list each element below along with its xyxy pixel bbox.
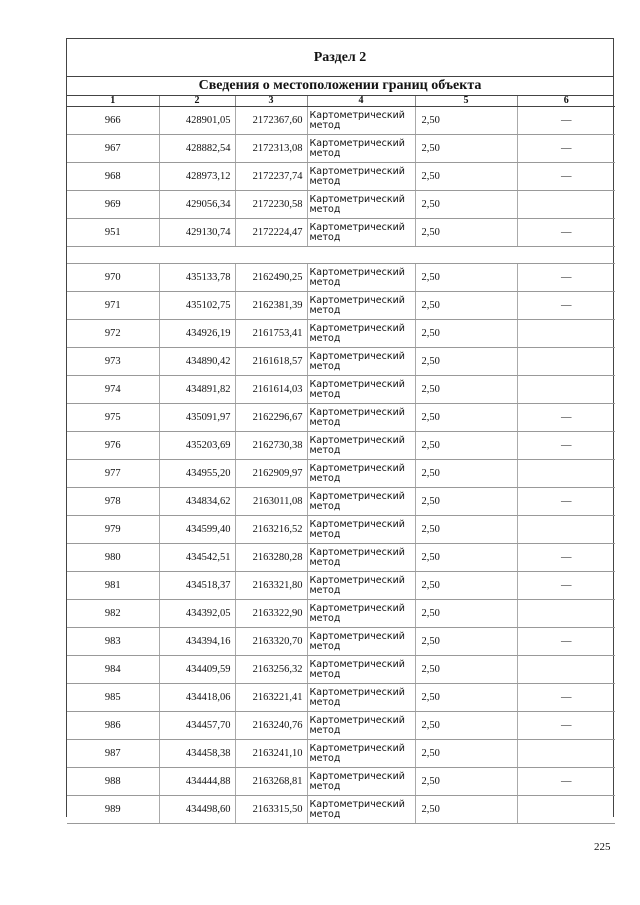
x-coordinate-cell: 434955,20 bbox=[159, 460, 235, 488]
x-coordinate-cell: 435203,69 bbox=[159, 432, 235, 460]
accuracy-cell: 2,50 bbox=[415, 572, 517, 600]
point-number-cell: 978 bbox=[67, 488, 159, 516]
accuracy-cell: 2,50 bbox=[415, 432, 517, 460]
table-row bbox=[67, 107, 615, 135]
point-number-cell: 979 bbox=[67, 516, 159, 544]
y-coordinate-cell: 2163221,41 bbox=[235, 684, 307, 712]
point-number-cell: 969 bbox=[67, 191, 159, 219]
x-coordinate-cell: 434392,05 bbox=[159, 600, 235, 628]
accuracy-cell: 2,50 bbox=[415, 135, 517, 163]
point-number-cell: 985 bbox=[67, 684, 159, 712]
note-cell: — bbox=[517, 264, 615, 292]
accuracy-cell: 2,50 bbox=[415, 544, 517, 572]
method-cell: Картометрический метод bbox=[307, 163, 415, 191]
y-coordinate-cell: 2163268,81 bbox=[235, 768, 307, 796]
point-number-cell: 983 bbox=[67, 628, 159, 656]
x-coordinate-cell: 428882,54 bbox=[159, 135, 235, 163]
point-number-cell: 977 bbox=[67, 460, 159, 488]
column-header: 4 bbox=[307, 96, 415, 107]
point-number-cell: 974 bbox=[67, 376, 159, 404]
point-number-cell: 988 bbox=[67, 768, 159, 796]
method-cell: Картометрический метод bbox=[307, 488, 415, 516]
x-coordinate-cell: 429056,34 bbox=[159, 191, 235, 219]
x-coordinate-cell: 429130,74 bbox=[159, 219, 235, 247]
method-cell: Картометрический метод bbox=[307, 264, 415, 292]
note-cell: — bbox=[517, 488, 615, 516]
point-number-cell: 986 bbox=[67, 712, 159, 740]
table-row bbox=[67, 432, 615, 460]
method-cell: Картометрический метод bbox=[307, 768, 415, 796]
y-coordinate-cell: 2172237,74 bbox=[235, 163, 307, 191]
table-row bbox=[67, 656, 615, 684]
column-header: 3 bbox=[235, 96, 307, 107]
point-number-cell: 972 bbox=[67, 320, 159, 348]
note-cell: — bbox=[517, 163, 615, 191]
y-coordinate-cell: 2163216,52 bbox=[235, 516, 307, 544]
point-number-cell: 967 bbox=[67, 135, 159, 163]
point-number-cell: 966 bbox=[67, 107, 159, 135]
table-row bbox=[67, 796, 615, 824]
method-cell: Картометрический метод bbox=[307, 292, 415, 320]
point-number-cell: 989 bbox=[67, 796, 159, 824]
table-row bbox=[67, 572, 615, 600]
y-coordinate-cell: 2163322,90 bbox=[235, 600, 307, 628]
column-header: 1 bbox=[67, 96, 159, 107]
y-coordinate-cell: 2162909,97 bbox=[235, 460, 307, 488]
note-cell bbox=[517, 740, 615, 768]
y-coordinate-cell: 2163320,70 bbox=[235, 628, 307, 656]
y-coordinate-cell: 2162490,25 bbox=[235, 264, 307, 292]
table-subtitle: Сведения о местоположении границ объекта bbox=[67, 77, 613, 96]
method-cell: Картометрический метод bbox=[307, 135, 415, 163]
table-body bbox=[67, 107, 615, 824]
x-coordinate-cell: 434418,06 bbox=[159, 684, 235, 712]
x-coordinate-cell: 434891,82 bbox=[159, 376, 235, 404]
column-header: 6 bbox=[517, 96, 615, 107]
point-number-cell: 984 bbox=[67, 656, 159, 684]
accuracy-cell: 2,50 bbox=[415, 796, 517, 824]
table-row bbox=[67, 135, 615, 163]
method-cell: Картометрический метод bbox=[307, 628, 415, 656]
x-coordinate-cell: 434498,60 bbox=[159, 796, 235, 824]
note-cell bbox=[517, 796, 615, 824]
accuracy-cell: 2,50 bbox=[415, 320, 517, 348]
table-row bbox=[67, 460, 615, 488]
table-row bbox=[67, 684, 615, 712]
note-cell: — bbox=[517, 219, 615, 247]
point-number-cell: 976 bbox=[67, 432, 159, 460]
x-coordinate-cell: 435133,78 bbox=[159, 264, 235, 292]
table-row bbox=[67, 191, 615, 219]
table-row bbox=[67, 219, 615, 247]
accuracy-cell: 2,50 bbox=[415, 348, 517, 376]
method-cell: Картометрический метод bbox=[307, 320, 415, 348]
point-number-cell: 971 bbox=[67, 292, 159, 320]
x-coordinate-cell: 428973,12 bbox=[159, 163, 235, 191]
y-coordinate-cell: 2172224,47 bbox=[235, 219, 307, 247]
accuracy-cell: 2,50 bbox=[415, 107, 517, 135]
table-row bbox=[67, 292, 615, 320]
note-cell: — bbox=[517, 107, 615, 135]
method-cell: Картометрический метод bbox=[307, 516, 415, 544]
x-coordinate-cell: 434444,88 bbox=[159, 768, 235, 796]
method-cell: Картометрический метод bbox=[307, 432, 415, 460]
note-cell bbox=[517, 376, 615, 404]
point-number-cell: 973 bbox=[67, 348, 159, 376]
note-cell: — bbox=[517, 768, 615, 796]
y-coordinate-cell: 2161618,57 bbox=[235, 348, 307, 376]
accuracy-cell: 2,50 bbox=[415, 684, 517, 712]
method-cell: Картометрический метод bbox=[307, 460, 415, 488]
method-cell: Картометрический метод bbox=[307, 219, 415, 247]
accuracy-cell: 2,50 bbox=[415, 656, 517, 684]
method-cell: Картометрический метод bbox=[307, 348, 415, 376]
method-cell: Картометрический метод bbox=[307, 404, 415, 432]
column-header: 2 bbox=[159, 96, 235, 107]
x-coordinate-cell: 434409,59 bbox=[159, 656, 235, 684]
accuracy-cell: 2,50 bbox=[415, 292, 517, 320]
point-number-cell: 980 bbox=[67, 544, 159, 572]
point-number-cell: 981 bbox=[67, 572, 159, 600]
table-row bbox=[67, 740, 615, 768]
y-coordinate-cell: 2163011,08 bbox=[235, 488, 307, 516]
note-cell: — bbox=[517, 432, 615, 460]
method-cell: Картометрический метод bbox=[307, 107, 415, 135]
y-coordinate-cell: 2162381,39 bbox=[235, 292, 307, 320]
method-cell: Картометрический метод bbox=[307, 572, 415, 600]
note-cell: — bbox=[517, 684, 615, 712]
note-cell: — bbox=[517, 544, 615, 572]
accuracy-cell: 2,50 bbox=[415, 628, 517, 656]
point-number-cell: 975 bbox=[67, 404, 159, 432]
point-number-cell: 982 bbox=[67, 600, 159, 628]
x-coordinate-cell: 434458,38 bbox=[159, 740, 235, 768]
table-row bbox=[67, 600, 615, 628]
x-coordinate-cell: 434542,51 bbox=[159, 544, 235, 572]
point-number-cell: 987 bbox=[67, 740, 159, 768]
x-coordinate-cell: 434834,62 bbox=[159, 488, 235, 516]
table-row bbox=[67, 544, 615, 572]
table-row bbox=[67, 264, 615, 292]
accuracy-cell: 2,50 bbox=[415, 740, 517, 768]
table-row bbox=[67, 516, 615, 544]
y-coordinate-cell: 2172367,60 bbox=[235, 107, 307, 135]
table-row bbox=[67, 628, 615, 656]
y-coordinate-cell: 2161753,41 bbox=[235, 320, 307, 348]
y-coordinate-cell: 2163256,32 bbox=[235, 656, 307, 684]
page-number: 225 bbox=[594, 841, 611, 853]
table-row bbox=[67, 163, 615, 191]
accuracy-cell: 2,50 bbox=[415, 219, 517, 247]
y-coordinate-cell: 2172230,58 bbox=[235, 191, 307, 219]
note-cell: — bbox=[517, 135, 615, 163]
method-cell: Картометрический метод bbox=[307, 191, 415, 219]
x-coordinate-cell: 428901,05 bbox=[159, 107, 235, 135]
table-row bbox=[67, 376, 615, 404]
accuracy-cell: 2,50 bbox=[415, 404, 517, 432]
point-number-cell: 968 bbox=[67, 163, 159, 191]
x-coordinate-cell: 434518,37 bbox=[159, 572, 235, 600]
x-coordinate-cell: 434394,16 bbox=[159, 628, 235, 656]
group-separator-row bbox=[67, 247, 615, 264]
table-row bbox=[67, 768, 615, 796]
accuracy-cell: 2,50 bbox=[415, 460, 517, 488]
accuracy-cell: 2,50 bbox=[415, 712, 517, 740]
y-coordinate-cell: 2163240,76 bbox=[235, 712, 307, 740]
separator-cell bbox=[67, 247, 615, 264]
method-cell: Картометрический метод bbox=[307, 544, 415, 572]
y-coordinate-cell: 2162296,67 bbox=[235, 404, 307, 432]
accuracy-cell: 2,50 bbox=[415, 191, 517, 219]
note-cell: — bbox=[517, 292, 615, 320]
note-cell bbox=[517, 460, 615, 488]
accuracy-cell: 2,50 bbox=[415, 163, 517, 191]
note-cell bbox=[517, 656, 615, 684]
x-coordinate-cell: 434599,40 bbox=[159, 516, 235, 544]
method-cell: Картометрический метод bbox=[307, 796, 415, 824]
table-row bbox=[67, 712, 615, 740]
note-cell bbox=[517, 600, 615, 628]
table-row bbox=[67, 348, 615, 376]
method-cell: Картометрический метод bbox=[307, 712, 415, 740]
table-row bbox=[67, 404, 615, 432]
note-cell bbox=[517, 348, 615, 376]
note-cell bbox=[517, 516, 615, 544]
table-row bbox=[67, 320, 615, 348]
x-coordinate-cell: 434457,70 bbox=[159, 712, 235, 740]
x-coordinate-cell: 435091,97 bbox=[159, 404, 235, 432]
column-header: 5 bbox=[415, 96, 517, 107]
accuracy-cell: 2,50 bbox=[415, 488, 517, 516]
table-row bbox=[67, 488, 615, 516]
note-cell: — bbox=[517, 712, 615, 740]
section-table-frame bbox=[66, 38, 614, 820]
y-coordinate-cell: 2162730,38 bbox=[235, 432, 307, 460]
coordinates-table bbox=[67, 96, 615, 824]
method-cell: Картометрический метод bbox=[307, 600, 415, 628]
method-cell: Картометрический метод bbox=[307, 740, 415, 768]
y-coordinate-cell: 2172313,08 bbox=[235, 135, 307, 163]
note-cell bbox=[517, 320, 615, 348]
method-cell: Картометрический метод bbox=[307, 656, 415, 684]
y-coordinate-cell: 2163241,10 bbox=[235, 740, 307, 768]
y-coordinate-cell: 2161614,03 bbox=[235, 376, 307, 404]
point-number-cell: 951 bbox=[67, 219, 159, 247]
method-cell: Картометрический метод bbox=[307, 376, 415, 404]
y-coordinate-cell: 2163321,80 bbox=[235, 572, 307, 600]
note-cell bbox=[517, 191, 615, 219]
accuracy-cell: 2,50 bbox=[415, 516, 517, 544]
y-coordinate-cell: 2163315,50 bbox=[235, 796, 307, 824]
x-coordinate-cell: 434890,42 bbox=[159, 348, 235, 376]
accuracy-cell: 2,50 bbox=[415, 600, 517, 628]
x-coordinate-cell: 434926,19 bbox=[159, 320, 235, 348]
accuracy-cell: 2,50 bbox=[415, 376, 517, 404]
note-cell: — bbox=[517, 628, 615, 656]
note-cell: — bbox=[517, 404, 615, 432]
x-coordinate-cell: 435102,75 bbox=[159, 292, 235, 320]
accuracy-cell: 2,50 bbox=[415, 264, 517, 292]
section-title: Раздел 2 bbox=[67, 39, 613, 77]
point-number-cell: 970 bbox=[67, 264, 159, 292]
method-cell: Картометрический метод bbox=[307, 684, 415, 712]
accuracy-cell: 2,50 bbox=[415, 768, 517, 796]
column-number-row bbox=[67, 96, 615, 107]
note-cell: — bbox=[517, 572, 615, 600]
y-coordinate-cell: 2163280,28 bbox=[235, 544, 307, 572]
